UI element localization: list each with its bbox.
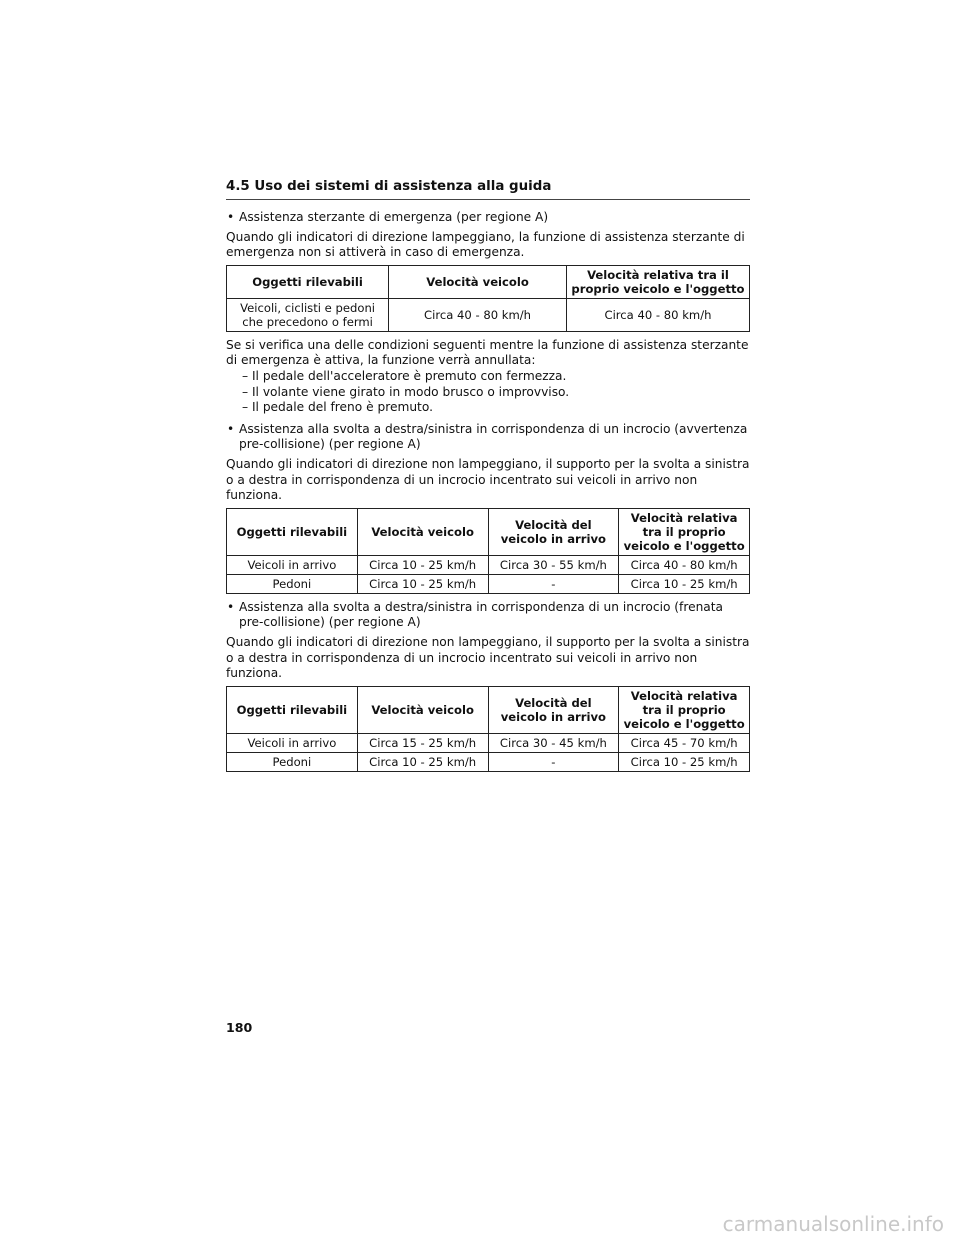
table-cell: Circa 10 - 25 km/h xyxy=(357,574,488,593)
table-header: Velocità veicolo xyxy=(389,265,567,298)
table-cell: Pedoni xyxy=(227,752,358,771)
page-number: 180 xyxy=(226,1020,253,1035)
paragraph-conditions-intro: Se si verifica una delle condizioni seguenti mentre la funzione di assistenza sterzante di emergenza è attiva, la funzione verrà annullata: xyxy=(226,337,749,368)
table-header: Oggetti rilevabili xyxy=(227,686,358,733)
table-cell: Circa 10 - 25 km/h xyxy=(619,752,750,771)
table-header-row xyxy=(227,265,750,298)
table-cell: Circa 15 - 25 km/h xyxy=(357,733,488,752)
table-row xyxy=(227,752,750,771)
paragraph-intro: Quando gli indicatori di direzione non lampeggiano, il supporto per la svolta a sinistra o a destra in corrispondenza di un incrocio incentrato sui veicoli in arrivo non funziona. xyxy=(226,634,750,681)
bullet-turn-assist-warning xyxy=(226,422,750,453)
table-cell: - xyxy=(488,752,619,771)
table-cell: Circa 30 - 45 km/h xyxy=(488,733,619,752)
table-cell: Veicoli in arrivo xyxy=(227,733,358,752)
paragraph-intro: Quando gli indicatori di direzione lampeggiano, la funzione di assistenza sterzante di emergenza non si attiverà in caso di emergenza. xyxy=(226,229,745,260)
paragraph-intro: Quando gli indicatori di direzione non lampeggiano, il supporto per la svolta a sinistra o a destra in corrispondenza di un incrocio incentrato sui veicoli in arrivo non funziona. xyxy=(226,456,750,503)
table-header-row xyxy=(227,508,750,555)
table-cell: Circa 45 - 70 km/h xyxy=(619,733,750,752)
table-header: Velocità veicolo xyxy=(357,508,488,555)
bullet-dot: • xyxy=(227,599,235,614)
bullet-dot: • xyxy=(227,421,235,436)
table-header-row xyxy=(227,686,750,733)
table-turn-assist-braking xyxy=(226,686,750,772)
table-cell: Circa 40 - 80 km/h xyxy=(619,555,750,574)
bullet-emergency-steering xyxy=(226,210,750,226)
table-cell: Circa 10 - 25 km/h xyxy=(357,752,488,771)
table-turn-assist-warning xyxy=(226,508,750,594)
table-row xyxy=(227,555,750,574)
table-cell: Circa 40 - 80 km/h xyxy=(389,298,567,331)
table-cell: Veicoli, ciclisti e pedoni che precedono o fermi xyxy=(227,298,389,331)
bullet-text: Assistenza alla svolta a destra/sinistra in corrispondenza di un incrocio (frenata pre-collisione) (per regione A) xyxy=(239,599,724,630)
table-cell: Circa 30 - 55 km/h xyxy=(488,555,619,574)
section-title: 4.5 Uso dei sistemi di assistenza alla guida xyxy=(226,178,750,200)
table-cell: Veicoli in arrivo xyxy=(227,555,358,574)
condition-item: – Il pedale dell'acceleratore è premuto con fermezza. xyxy=(242,368,567,383)
table-cell: Circa 10 - 25 km/h xyxy=(619,574,750,593)
bullet-text: Assistenza alla svolta a destra/sinistra in corrispondenza di un incrocio (avvertenza pre-collisione) (per regione A) xyxy=(239,421,748,452)
condition-item: – Il volante viene girato in modo brusco o improvviso. xyxy=(242,384,570,399)
bullet-turn-assist-braking xyxy=(226,600,750,631)
bullet-text: Assistenza sterzante di emergenza (per regione A) xyxy=(239,210,549,224)
table-row xyxy=(227,298,750,331)
bullet-dot: • xyxy=(227,210,235,224)
table-cell: Circa 40 - 80 km/h xyxy=(566,298,749,331)
table-header: Velocità relativa tra il proprio veicolo e l'oggetto xyxy=(619,686,750,733)
watermark: carmanualsonline.info xyxy=(722,1212,944,1236)
table-header: Oggetti rilevabili xyxy=(227,508,358,555)
table-header: Velocità veicolo xyxy=(357,686,488,733)
table-header: Velocità del veicolo in arrivo xyxy=(488,686,619,733)
table-header: Velocità relativa tra il proprio veicolo e l'oggetto xyxy=(566,265,749,298)
page-content xyxy=(226,178,750,778)
table-header: Velocità relativa tra il proprio veicolo e l'oggetto xyxy=(619,508,750,555)
condition-item: – Il pedale del freno è premuto. xyxy=(242,400,433,415)
table-cell: Pedoni xyxy=(227,574,358,593)
table-cell: Circa 10 - 25 km/h xyxy=(357,555,488,574)
table-emergency-steering xyxy=(226,265,750,332)
table-cell: - xyxy=(488,574,619,593)
table-row xyxy=(227,574,750,593)
table-header: Oggetti rilevabili xyxy=(227,265,389,298)
table-row xyxy=(227,733,750,752)
table-header: Velocità del veicolo in arrivo xyxy=(488,508,619,555)
